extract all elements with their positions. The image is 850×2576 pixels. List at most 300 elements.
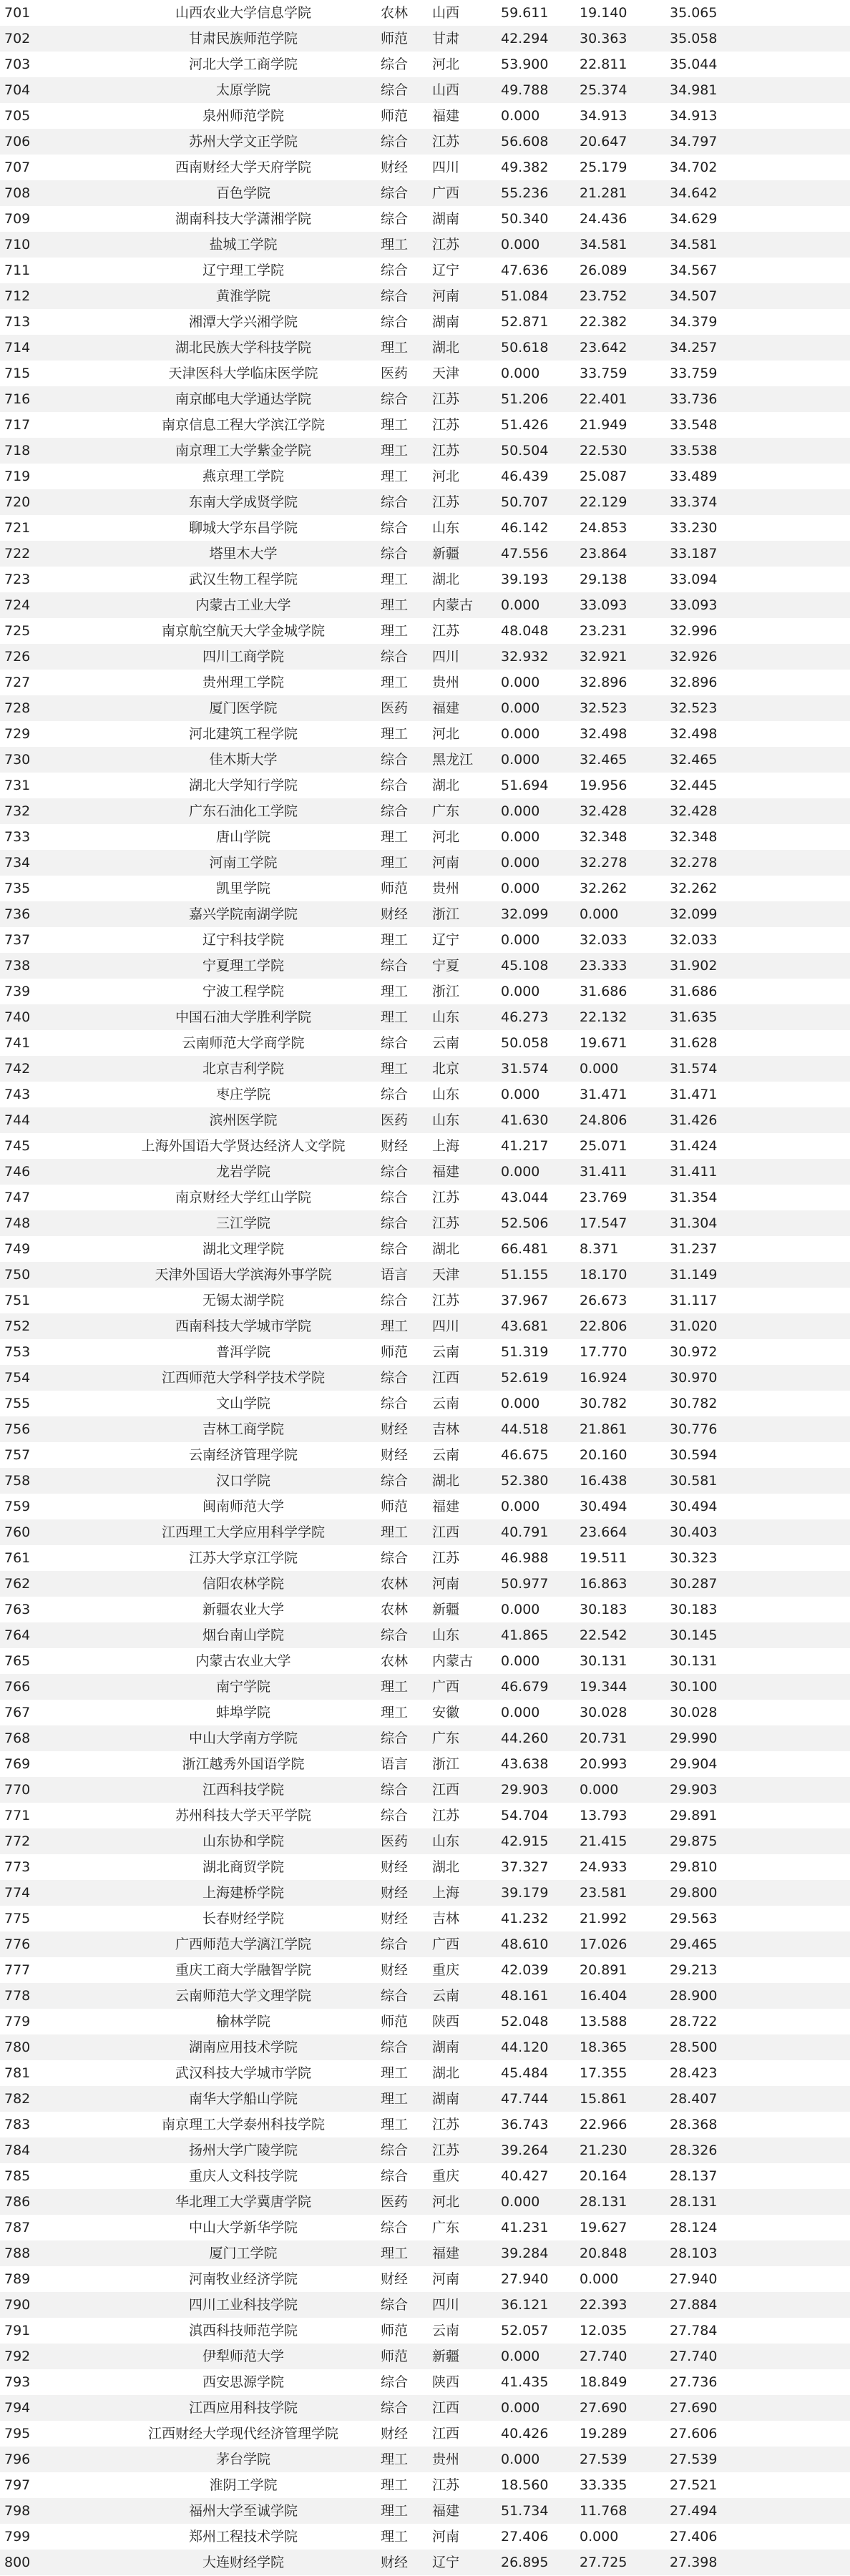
school-name-cell: 江西理工大学应用科学学院 [161, 1524, 325, 1540]
score-1-cell: 0.000 [501, 1499, 540, 1514]
score-2-cell: 27.539 [580, 2452, 627, 2467]
school-name-cell: 湖南应用技术学院 [188, 2039, 298, 2055]
score-2-cell: 19.627 [580, 2220, 627, 2235]
total-score-cell: 30.494 [670, 1499, 718, 1514]
table-row [0, 2240, 850, 2266]
province-cell: 河北 [432, 469, 460, 484]
rank-cell: 705 [4, 108, 31, 124]
province-cell: 江西 [432, 2400, 460, 2416]
score-1-cell: 43.681 [501, 1318, 549, 1334]
school-type-cell: 理工 [381, 417, 409, 433]
table-row [0, 2292, 850, 2318]
school-name-cell: 塔里木大学 [209, 546, 278, 562]
score-1-cell: 27.406 [501, 2529, 549, 2545]
score-1-cell: 41.217 [501, 1138, 549, 1154]
score-2-cell: 16.404 [580, 1988, 627, 2004]
province-cell: 湖北 [432, 1859, 460, 1875]
score-2-cell: 32.428 [580, 803, 627, 819]
school-name-cell: 湖北大学知行学院 [188, 778, 298, 793]
rank-cell: 731 [4, 778, 31, 793]
score-1-cell: 49.382 [501, 160, 549, 175]
province-cell: 四川 [432, 1318, 460, 1334]
score-1-cell: 46.988 [501, 1550, 549, 1566]
total-score-cell: 27.740 [670, 2349, 718, 2364]
score-1-cell: 0.000 [501, 2194, 540, 2210]
rank-cell: 720 [4, 494, 31, 510]
total-score-cell: 28.131 [670, 2194, 718, 2210]
school-type-cell: 理工 [381, 2503, 409, 2519]
rank-cell: 741 [4, 1035, 31, 1051]
score-2-cell: 26.089 [580, 263, 627, 278]
province-cell: 甘肃 [432, 31, 460, 46]
score-1-cell: 39.179 [501, 1885, 549, 1901]
province-cell: 辽宁 [432, 263, 460, 278]
school-type-cell: 理工 [381, 855, 409, 871]
score-2-cell: 19.344 [580, 1679, 627, 1695]
rank-cell: 749 [4, 1241, 31, 1257]
score-2-cell: 20.647 [580, 134, 627, 150]
school-name-cell: 云南经济管理学院 [188, 1447, 298, 1463]
total-score-cell: 33.736 [670, 391, 718, 407]
total-score-cell: 30.970 [670, 1370, 718, 1386]
total-score-cell: 28.407 [670, 2091, 718, 2107]
score-1-cell: 27.940 [501, 2271, 549, 2287]
province-cell: 山西 [432, 5, 460, 21]
rank-cell: 780 [4, 2039, 31, 2055]
province-cell: 福建 [432, 1499, 460, 1514]
total-score-cell: 27.606 [670, 2426, 718, 2442]
score-1-cell: 0.000 [501, 803, 540, 819]
province-cell: 陕西 [432, 2014, 460, 2029]
rank-cell: 764 [4, 1627, 31, 1643]
score-2-cell: 23.642 [580, 340, 627, 356]
school-name-cell: 武汉科技大学城市学院 [175, 2065, 311, 2081]
province-cell: 河南 [432, 2529, 460, 2545]
school-type-cell: 财经 [381, 1911, 409, 1926]
score-2-cell: 27.725 [580, 2555, 627, 2570]
province-cell: 安徽 [432, 1705, 460, 1720]
school-name-cell: 蚌埠学院 [215, 1705, 270, 1720]
school-type-cell: 理工 [381, 443, 409, 459]
school-type-cell: 综合 [381, 1936, 409, 1952]
province-cell: 内蒙古 [432, 597, 474, 613]
rank-cell: 706 [4, 134, 31, 150]
province-cell: 云南 [432, 1447, 460, 1463]
score-1-cell: 0.000 [501, 984, 540, 999]
rank-cell: 770 [4, 1782, 31, 1798]
province-cell: 云南 [432, 1035, 460, 1051]
score-2-cell: 30.183 [580, 1602, 627, 1617]
rank-cell: 793 [4, 2374, 31, 2390]
province-cell: 江苏 [432, 134, 460, 150]
table-row [0, 1236, 850, 1262]
score-1-cell: 51.206 [501, 391, 549, 407]
total-score-cell: 32.428 [670, 803, 718, 819]
school-name-cell: 聊城大学东昌学院 [188, 520, 298, 536]
province-cell: 河南 [432, 288, 460, 304]
school-name-cell: 湘潭大学兴湘学院 [188, 314, 298, 330]
total-score-cell: 31.411 [670, 1164, 718, 1180]
school-name-cell: 中山大学新华学院 [188, 2220, 298, 2235]
total-score-cell: 33.230 [670, 520, 718, 536]
rank-cell: 735 [4, 881, 31, 896]
rank-cell: 730 [4, 752, 31, 768]
province-cell: 云南 [432, 2323, 460, 2339]
province-cell: 江苏 [432, 2117, 460, 2132]
table-row [0, 2163, 850, 2189]
score-2-cell: 29.138 [580, 572, 627, 587]
score-2-cell: 13.793 [580, 1808, 627, 1823]
score-2-cell: 25.071 [580, 1138, 627, 1154]
rank-cell: 790 [4, 2297, 31, 2313]
table-row [0, 1159, 850, 1185]
school-name-cell: 广东石油化工学院 [188, 803, 298, 819]
school-name-cell: 中国石油大学胜利学院 [175, 1009, 311, 1025]
table-row [0, 206, 850, 232]
rank-cell: 721 [4, 520, 31, 536]
province-cell: 湖北 [432, 1473, 460, 1489]
school-name-cell: 西安思源学院 [202, 2374, 284, 2390]
table-row [0, 2344, 850, 2369]
score-1-cell: 41.630 [501, 1112, 549, 1128]
school-type-cell: 综合 [381, 211, 409, 227]
school-name-cell: 内蒙古农业大学 [195, 1653, 291, 1669]
score-1-cell: 52.380 [501, 1473, 549, 1489]
province-cell: 江苏 [432, 443, 460, 459]
score-1-cell: 0.000 [501, 752, 540, 768]
province-cell: 吉林 [432, 1911, 460, 1926]
rank-cell: 754 [4, 1370, 31, 1386]
score-1-cell: 18.560 [501, 2477, 549, 2493]
province-cell: 江苏 [432, 1293, 460, 1308]
score-1-cell: 50.340 [501, 211, 549, 227]
table-row [0, 927, 850, 953]
school-name-cell: 吉林工商学院 [202, 1421, 284, 1437]
rank-cell: 783 [4, 2117, 31, 2132]
school-name-cell: 三江学院 [215, 1215, 270, 1231]
school-type-cell: 医药 [381, 700, 409, 716]
rank-cell: 762 [4, 1576, 31, 1592]
score-1-cell: 0.000 [501, 1164, 540, 1180]
rank-cell: 757 [4, 1447, 31, 1463]
school-type-cell: 医药 [381, 1112, 409, 1128]
table-row [0, 1056, 850, 1082]
score-2-cell: 8.371 [580, 1241, 619, 1257]
score-1-cell: 32.099 [501, 906, 549, 922]
table-row [0, 618, 850, 644]
table-row [0, 953, 850, 979]
school-name-cell: 天津医科大学临床医学院 [168, 366, 318, 381]
rank-cell: 782 [4, 2091, 31, 2107]
total-score-cell: 34.379 [670, 314, 718, 330]
table-row [0, 1906, 850, 1931]
school-type-cell: 综合 [381, 314, 409, 330]
score-2-cell: 13.588 [580, 2014, 627, 2029]
table-row [0, 283, 850, 309]
province-cell: 江西 [432, 1370, 460, 1386]
province-cell: 云南 [432, 1344, 460, 1360]
total-score-cell: 34.567 [670, 263, 718, 278]
score-1-cell: 48.610 [501, 1936, 549, 1952]
score-1-cell: 0.000 [501, 829, 540, 845]
school-name-cell: 山西农业大学信息学院 [175, 5, 311, 21]
score-1-cell: 36.743 [501, 2117, 549, 2132]
school-type-cell: 财经 [381, 1421, 409, 1437]
score-1-cell: 51.426 [501, 417, 549, 433]
table-row [0, 515, 850, 541]
school-name-cell: 山东协和学院 [202, 1833, 284, 1849]
school-type-cell: 综合 [381, 2374, 409, 2390]
rank-cell: 750 [4, 1267, 31, 1283]
school-type-cell: 财经 [381, 906, 409, 922]
school-type-cell: 财经 [381, 2271, 409, 2287]
school-name-cell: 滨州医学院 [209, 1112, 278, 1128]
school-type-cell: 综合 [381, 1782, 409, 1798]
score-1-cell: 45.484 [501, 2065, 549, 2081]
score-1-cell: 59.611 [501, 5, 549, 21]
table-row [0, 1571, 850, 1597]
score-2-cell: 16.438 [580, 1473, 627, 1489]
table-row [0, 1004, 850, 1030]
province-cell: 江苏 [432, 1808, 460, 1823]
score-1-cell: 50.618 [501, 340, 549, 356]
province-cell: 江苏 [432, 1190, 460, 1205]
score-2-cell: 20.731 [580, 1730, 627, 1746]
province-cell: 吉林 [432, 1421, 460, 1437]
rank-cell: 772 [4, 1833, 31, 1849]
score-2-cell: 20.164 [580, 2168, 627, 2184]
table-row [0, 52, 850, 77]
score-2-cell: 32.921 [580, 649, 627, 665]
school-type-cell: 综合 [381, 57, 409, 72]
table-row [0, 77, 850, 103]
total-score-cell: 28.103 [670, 2246, 718, 2261]
rank-cell: 718 [4, 443, 31, 459]
school-type-cell: 综合 [381, 2142, 409, 2158]
province-cell: 江苏 [432, 237, 460, 253]
score-2-cell: 23.752 [580, 288, 627, 304]
table-row [0, 1828, 850, 1854]
school-name-cell: 云南师范大学商学院 [182, 1035, 305, 1051]
total-score-cell: 29.465 [670, 1936, 718, 1952]
total-score-cell: 27.406 [670, 2529, 718, 2545]
total-score-cell: 35.058 [670, 31, 718, 46]
table-row [0, 1313, 850, 1339]
total-score-cell: 30.100 [670, 1679, 718, 1695]
score-2-cell: 32.523 [580, 700, 627, 716]
province-cell: 广西 [432, 1936, 460, 1952]
score-2-cell: 25.087 [580, 469, 627, 484]
score-2-cell: 22.811 [580, 57, 627, 72]
school-type-cell: 综合 [381, 649, 409, 665]
score-2-cell: 21.861 [580, 1421, 627, 1437]
score-2-cell: 20.993 [580, 1756, 627, 1772]
school-name-cell: 东南大学成贤学院 [188, 494, 298, 510]
table-row [0, 1210, 850, 1236]
school-name-cell: 榆林学院 [215, 2014, 270, 2029]
total-score-cell: 28.368 [670, 2117, 718, 2132]
total-score-cell: 31.426 [670, 1112, 718, 1128]
province-cell: 河北 [432, 829, 460, 845]
province-cell: 福建 [432, 2246, 460, 2261]
school-type-cell: 综合 [381, 1550, 409, 1566]
total-score-cell: 32.099 [670, 906, 718, 922]
score-1-cell: 42.915 [501, 1833, 549, 1849]
school-name-cell: 湖北商贸学院 [202, 1859, 284, 1875]
score-1-cell: 29.903 [501, 1782, 549, 1798]
score-2-cell: 20.891 [580, 1962, 627, 1978]
school-type-cell: 医药 [381, 2194, 409, 2210]
total-score-cell: 29.810 [670, 1859, 718, 1875]
score-2-cell: 27.690 [580, 2400, 627, 2416]
school-type-cell: 综合 [381, 778, 409, 793]
table-row [0, 1082, 850, 1107]
total-score-cell: 29.563 [670, 1911, 718, 1926]
school-type-cell: 理工 [381, 469, 409, 484]
school-type-cell: 综合 [381, 1241, 409, 1257]
rank-cell: 789 [4, 2271, 31, 2287]
province-cell: 贵州 [432, 2452, 460, 2467]
score-2-cell: 22.806 [580, 1318, 627, 1334]
table-row [0, 1107, 850, 1133]
table-row [0, 1030, 850, 1056]
school-type-cell: 综合 [381, 2039, 409, 2055]
rank-cell: 710 [4, 237, 31, 253]
total-score-cell: 29.891 [670, 1808, 718, 1823]
score-2-cell: 30.363 [580, 31, 627, 46]
score-2-cell: 16.863 [580, 1576, 627, 1592]
score-1-cell: 26.895 [501, 2555, 549, 2570]
table-row [0, 2189, 850, 2215]
score-2-cell: 27.740 [580, 2349, 627, 2364]
province-cell: 重庆 [432, 1962, 460, 1978]
school-name-cell: 西南财经大学天府学院 [175, 160, 311, 175]
score-1-cell: 39.284 [501, 2246, 549, 2261]
table-row [0, 541, 850, 567]
province-cell: 江苏 [432, 417, 460, 433]
total-score-cell: 34.642 [670, 185, 718, 201]
rank-cell: 737 [4, 932, 31, 948]
school-type-cell: 综合 [381, 391, 409, 407]
table-row [0, 773, 850, 798]
school-name-cell: 南京航空航天大学金城学院 [161, 623, 325, 639]
score-2-cell: 24.806 [580, 1112, 627, 1128]
table-row [0, 2060, 850, 2086]
score-1-cell: 49.788 [501, 82, 549, 98]
table-row [0, 2086, 850, 2112]
score-1-cell: 0.000 [501, 237, 540, 253]
table-row [0, 592, 850, 618]
score-1-cell: 48.161 [501, 1988, 549, 2004]
table-row [0, 1288, 850, 1313]
rank-cell: 707 [4, 160, 31, 175]
rank-cell: 734 [4, 855, 31, 871]
school-name-cell: 武汉生物工程学院 [188, 572, 298, 587]
score-1-cell: 31.574 [501, 1061, 549, 1077]
total-score-cell: 29.904 [670, 1756, 718, 1772]
score-1-cell: 46.675 [501, 1447, 549, 1463]
school-type-cell: 综合 [381, 1627, 409, 1643]
school-type-cell: 理工 [381, 932, 409, 948]
province-cell: 山东 [432, 1627, 460, 1643]
total-score-cell: 34.797 [670, 134, 718, 150]
table-row [0, 2498, 850, 2524]
province-cell: 贵州 [432, 881, 460, 896]
school-name-cell: 枣庄学院 [215, 1087, 270, 1102]
rank-cell: 708 [4, 185, 31, 201]
school-type-cell: 综合 [381, 520, 409, 536]
total-score-cell: 31.635 [670, 1009, 718, 1025]
table-row [0, 232, 850, 258]
rank-cell: 732 [4, 803, 31, 819]
score-1-cell: 54.704 [501, 1808, 549, 1823]
school-type-cell: 师范 [381, 31, 409, 46]
table-row [0, 1674, 850, 1700]
total-score-cell: 28.137 [670, 2168, 718, 2184]
score-2-cell: 17.770 [580, 1344, 627, 1360]
score-2-cell: 23.664 [580, 1524, 627, 1540]
table-row [0, 2395, 850, 2421]
score-2-cell: 33.335 [580, 2477, 627, 2493]
rank-cell: 739 [4, 984, 31, 999]
rank-cell: 799 [4, 2529, 31, 2545]
province-cell: 天津 [432, 366, 460, 381]
school-type-cell: 农林 [381, 5, 409, 21]
school-name-cell: 厦门医学院 [209, 700, 278, 716]
score-1-cell: 0.000 [501, 2452, 540, 2467]
score-2-cell: 0.000 [580, 1061, 619, 1077]
score-1-cell: 40.427 [501, 2168, 549, 2184]
school-type-cell: 师范 [381, 2349, 409, 2364]
table-row [0, 1133, 850, 1159]
rank-cell: 767 [4, 1705, 31, 1720]
rank-cell: 779 [4, 2014, 31, 2029]
rank-cell: 733 [4, 829, 31, 845]
score-2-cell: 33.093 [580, 597, 627, 613]
school-name-cell: 上海建桥学院 [202, 1885, 284, 1901]
province-cell: 浙江 [432, 906, 460, 922]
school-type-cell: 语言 [381, 1756, 409, 1772]
score-1-cell: 50.977 [501, 1576, 549, 1592]
school-type-cell: 理工 [381, 2065, 409, 2081]
school-name-cell: 扬州大学广陵学院 [188, 2142, 298, 2158]
rank-cell: 728 [4, 700, 31, 716]
school-type-cell: 理工 [381, 984, 409, 999]
total-score-cell: 31.020 [670, 1318, 718, 1334]
rank-cell: 788 [4, 2246, 31, 2261]
rank-cell: 709 [4, 211, 31, 227]
score-1-cell: 47.636 [501, 263, 549, 278]
school-type-cell: 综合 [381, 185, 409, 201]
province-cell: 湖南 [432, 2091, 460, 2107]
table-row [0, 0, 850, 26]
rank-cell: 769 [4, 1756, 31, 1772]
table-row [0, 2034, 850, 2060]
rank-cell: 765 [4, 1653, 31, 1669]
school-name-cell: 闽南师范大学 [202, 1499, 284, 1514]
score-2-cell: 24.436 [580, 211, 627, 227]
school-name-cell: 四川工商学院 [202, 649, 284, 665]
rank-cell: 736 [4, 906, 31, 922]
school-type-cell: 理工 [381, 726, 409, 742]
school-name-cell: 唐山学院 [215, 829, 270, 845]
rank-cell: 752 [4, 1318, 31, 1334]
table-row [0, 2421, 850, 2447]
school-name-cell: 南宁学院 [215, 1679, 270, 1695]
total-score-cell: 30.287 [670, 1576, 718, 1592]
school-type-cell: 综合 [381, 2220, 409, 2235]
rank-cell: 729 [4, 726, 31, 742]
